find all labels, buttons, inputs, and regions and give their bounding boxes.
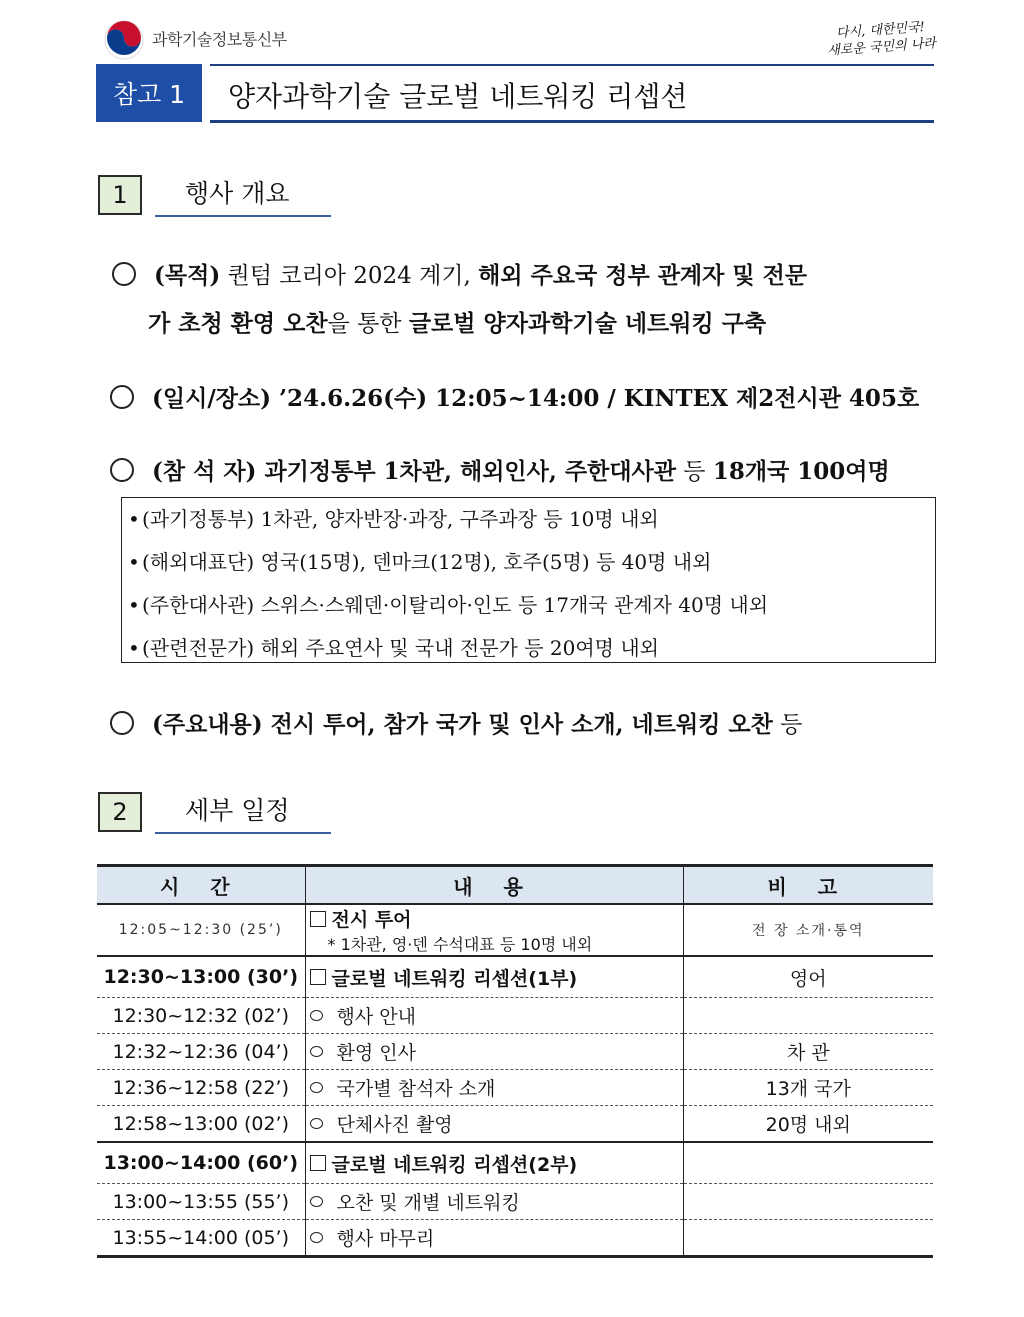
- header-time: 시 간: [97, 866, 305, 905]
- circle-bullet-icon: [110, 458, 134, 482]
- content-text: 전시 투어: [331, 909, 412, 931]
- detail-text: (관련전문가) 해외 주요연사 및 국내 전문가 등 20여명 내외: [142, 636, 659, 660]
- time-cell: 12:30~13:00 (30’): [97, 956, 305, 998]
- circle-bullet-icon: [112, 262, 136, 286]
- table-row: [97, 1220, 933, 1257]
- remark-cell: [683, 998, 933, 1034]
- remark-cell: 전 장 소개·통역: [752, 923, 865, 939]
- content-cell: [305, 904, 683, 956]
- remark-cell: 13개 국가: [683, 1070, 933, 1106]
- content-main: 전시 투어, 참가 국가 및 인사 소개, 네트워킹 오찬: [262, 711, 773, 738]
- time-cell: 12:58~13:00 (02’): [97, 1106, 305, 1143]
- content-text: 환영 인사: [336, 1042, 416, 1064]
- datetime-label: (일시/장소): [152, 385, 272, 412]
- header-remark: 비 고: [683, 866, 933, 905]
- checkbox-icon: [310, 911, 326, 927]
- table-header-row: [97, 866, 933, 905]
- small-circle-icon: [310, 1232, 323, 1243]
- content-cell: [305, 1220, 683, 1257]
- detail-line: • (주한대사관) 스위스·스웨덴·이탈리아·인도 등 17개국 관계자 40명 내외: [128, 593, 769, 617]
- detail-line: • (해외대표단) 영국(15명), 덴마크(12명), 호주(5명) 등 40명 내외: [128, 550, 712, 574]
- time-cell: 13:55~14:00 (05’): [97, 1220, 305, 1257]
- slogan-line1: 다시, 대한민국!: [835, 19, 926, 42]
- detail-line: • (과기정통부) 1차관, 양자반장·과장, 구주과장 등 10명 내외: [128, 507, 659, 531]
- detail-line: • (관련전문가) 해외 주요연사 및 국내 전문가 등 20여명 내외: [128, 636, 659, 660]
- detail-text: (주한대사관) 스위스·스웨덴·이탈리아·인도 등 17개국 관계자 40명 내외: [142, 593, 769, 617]
- purpose-text: 퀀텀 코리아 2024 계기,: [220, 263, 479, 289]
- purpose-bold3: 글로벌 양자과학기술 네트워킹 구축: [408, 310, 767, 337]
- attendees-main: 과기정통부 1차관, 해외인사, 주한대사관: [256, 458, 676, 485]
- detail-text: (과기정통부) 1차관, 양자반장·과장, 구주과장 등 10명 내외: [142, 507, 659, 531]
- checkbox-icon: [310, 969, 326, 985]
- remark-cell: 20명 내외: [683, 1106, 933, 1143]
- content-text: 국가별 참석자 소개: [336, 1078, 496, 1100]
- content-cell: [305, 1184, 683, 1220]
- table-row: [97, 998, 933, 1034]
- table-row: [97, 1034, 933, 1070]
- section1-number: 1: [98, 175, 142, 215]
- detail-text: (해외대표단) 영국(15명), 덴마크(12명), 호주(5명) 등 40명 내외: [142, 550, 712, 574]
- time-cell: 12:05~12:30 (25’): [97, 904, 305, 956]
- table-row: [97, 956, 933, 998]
- content-text: 글로벌 네트워킹 리셉션(2부): [331, 1153, 578, 1176]
- content-item: [110, 701, 940, 749]
- section2-number: 2: [98, 792, 142, 832]
- circle-bullet-icon: [110, 385, 134, 409]
- purpose-label: (목적): [154, 262, 221, 289]
- datetime-item: [110, 375, 940, 423]
- small-circle-icon: [310, 1118, 323, 1129]
- content-label: (주요내용): [152, 711, 263, 738]
- remark-cell: [683, 1142, 933, 1184]
- remark-cell: 영어: [683, 956, 933, 998]
- content-cell: [305, 1106, 683, 1143]
- content-text: 행사 안내: [336, 1006, 416, 1028]
- datetime-value: ’24.6.26(수) 12:05~14:00 / KINTEX 제2전시관 405호: [271, 385, 920, 412]
- slogan: [825, 18, 937, 60]
- purpose-bold1: 해외 주요국 정부 관계자 및 전문: [478, 262, 808, 289]
- content-text: 등: [772, 712, 803, 738]
- content-cell: [305, 956, 683, 998]
- purpose-bold2: 가 초청 환영 오찬: [148, 310, 328, 337]
- purpose-item: [112, 252, 942, 348]
- time-cell: 12:30~12:32 (02’): [97, 998, 305, 1034]
- table-row: [97, 1106, 933, 1143]
- attendees-label: (참 석 자): [152, 458, 257, 485]
- content-cell: [305, 998, 683, 1034]
- remark-cell: [683, 1184, 933, 1220]
- content-text: 행사 마무리: [336, 1228, 435, 1250]
- purpose-text2: 을 통한: [327, 311, 409, 337]
- slogan-line2: 새로운 국민의 나라: [826, 36, 937, 59]
- schedule-table: [97, 864, 933, 1258]
- section1-title: 행사 개요: [155, 175, 331, 217]
- table-row: [97, 1142, 933, 1184]
- attendees-text: 등: [675, 459, 713, 485]
- reference-label: 참고 1: [96, 64, 202, 122]
- time-cell: 12:32~12:36 (04’): [97, 1034, 305, 1070]
- content-cell: [305, 1142, 683, 1184]
- section2-title: 세부 일정: [155, 792, 331, 834]
- time-cell: 12:36~12:58 (22’): [97, 1070, 305, 1106]
- remark-cell: 차 관: [683, 1034, 933, 1070]
- content-text: 오찬 및 개별 네트워킹: [336, 1192, 520, 1214]
- ministry-name: 과학기술정보통신부: [152, 30, 287, 49]
- header-content: 내 용: [305, 866, 683, 905]
- table-row: [97, 904, 933, 956]
- table-row: [97, 1070, 933, 1106]
- checkbox-icon: [310, 1155, 326, 1171]
- circle-bullet-icon: [110, 711, 134, 735]
- content-text: 단체사진 촬영: [336, 1114, 453, 1136]
- content-cell: [305, 1034, 683, 1070]
- attendees-item: [110, 448, 940, 496]
- content-cell: [305, 1070, 683, 1106]
- time-cell: 13:00~13:55 (55’): [97, 1184, 305, 1220]
- small-circle-icon: [310, 1010, 323, 1021]
- small-circle-icon: [310, 1046, 323, 1057]
- small-circle-icon: [310, 1082, 323, 1093]
- reference-title: 양자과학기술 글로벌 네트워킹 리셉션: [228, 80, 688, 113]
- table-row: [97, 1184, 933, 1220]
- content-note: * 1차관, 영·덴 수석대표 등 10명 내외: [327, 935, 593, 954]
- small-circle-icon: [310, 1196, 323, 1207]
- attendees-count: 18개국 100여명: [712, 458, 890, 485]
- reference-title-bar: [210, 64, 934, 123]
- time-cell: 13:00~14:00 (60’): [97, 1142, 305, 1184]
- remark-cell: [683, 1220, 933, 1257]
- content-text: 글로벌 네트워킹 리셉션(1부): [331, 967, 578, 990]
- attendee-details-box: [121, 497, 936, 663]
- ministry-logo-icon: [104, 20, 144, 60]
